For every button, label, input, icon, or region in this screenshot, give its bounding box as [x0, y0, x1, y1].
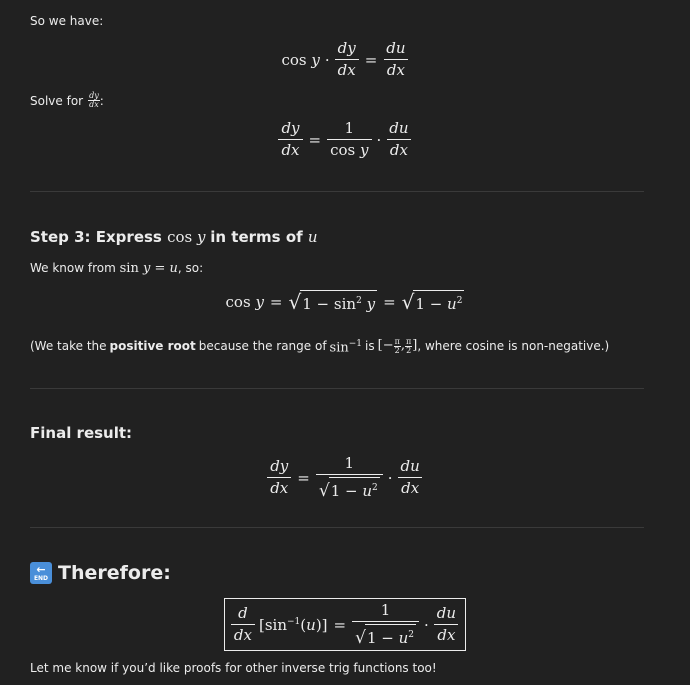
know-line: We know from sin y = u, so: [30, 261, 204, 276]
end-arrow-icon: ← END [30, 562, 52, 584]
equation-chain-rule: cos y · $\frac{dy}{dx}$ = $\frac{du}{dx}$ [0, 40, 690, 79]
solve-for-line: Solve for $\frac{dy}{dx}$ : [30, 91, 104, 109]
therefore-heading [30, 561, 171, 585]
step3-label: Step 3: Express [30, 228, 162, 246]
positive-root-note: (We take the positive root because the range of $\sin^{-1}$ is [− $\frac{\pi}{2}$ , $\frac{\pi}{2}$ ] , where cosine is non-negative.) [30, 336, 610, 356]
divider [30, 388, 644, 389]
final-result-heading: Final result: [30, 424, 133, 442]
note-is: is [365, 339, 375, 354]
intro-text: So we have: [30, 14, 104, 28]
equation-cos-identity: cos y = √ $1 - \sin^2 y$ = √ $1 - u^2$ [225, 290, 463, 314]
equation-final: $\frac{dy}{dx}$ = 1 √ $1 - u^2$ · $\frac{du}{dx}$ [0, 455, 690, 500]
divider [30, 527, 644, 528]
know-suffix: , so: [177, 261, 204, 275]
equation-boxed-result: $\frac{d}{dx}$ $[\sin^{-1}(u)]$ = 1 √ $1 - u^2$ · $\frac{du}{dx}$ [0, 598, 690, 651]
divider [30, 191, 644, 192]
know-prefix: We know from [30, 261, 116, 275]
note-prefix: (We take the [30, 339, 107, 354]
therefore-label: Therefore: [58, 562, 171, 584]
note-bold: positive root [109, 339, 196, 354]
solve-suffix: : [99, 93, 104, 108]
step3-heading: Step 3: Express cos y in terms of u [30, 228, 318, 246]
closing-text: Let me know if you’d like proofs for other inverse trig functions too! [30, 661, 437, 675]
solve-prefix: Solve for [30, 93, 84, 108]
note-mid: because the range of [198, 339, 327, 354]
step3-mid: in terms of [210, 228, 303, 246]
equation-solved: $\frac{dy}{dx}$ = $\frac{1}{\text{cos y}}$ · $\frac{du}{dx}$ [0, 120, 690, 159]
note-suffix: , where cosine is non-negative.) [417, 339, 610, 354]
